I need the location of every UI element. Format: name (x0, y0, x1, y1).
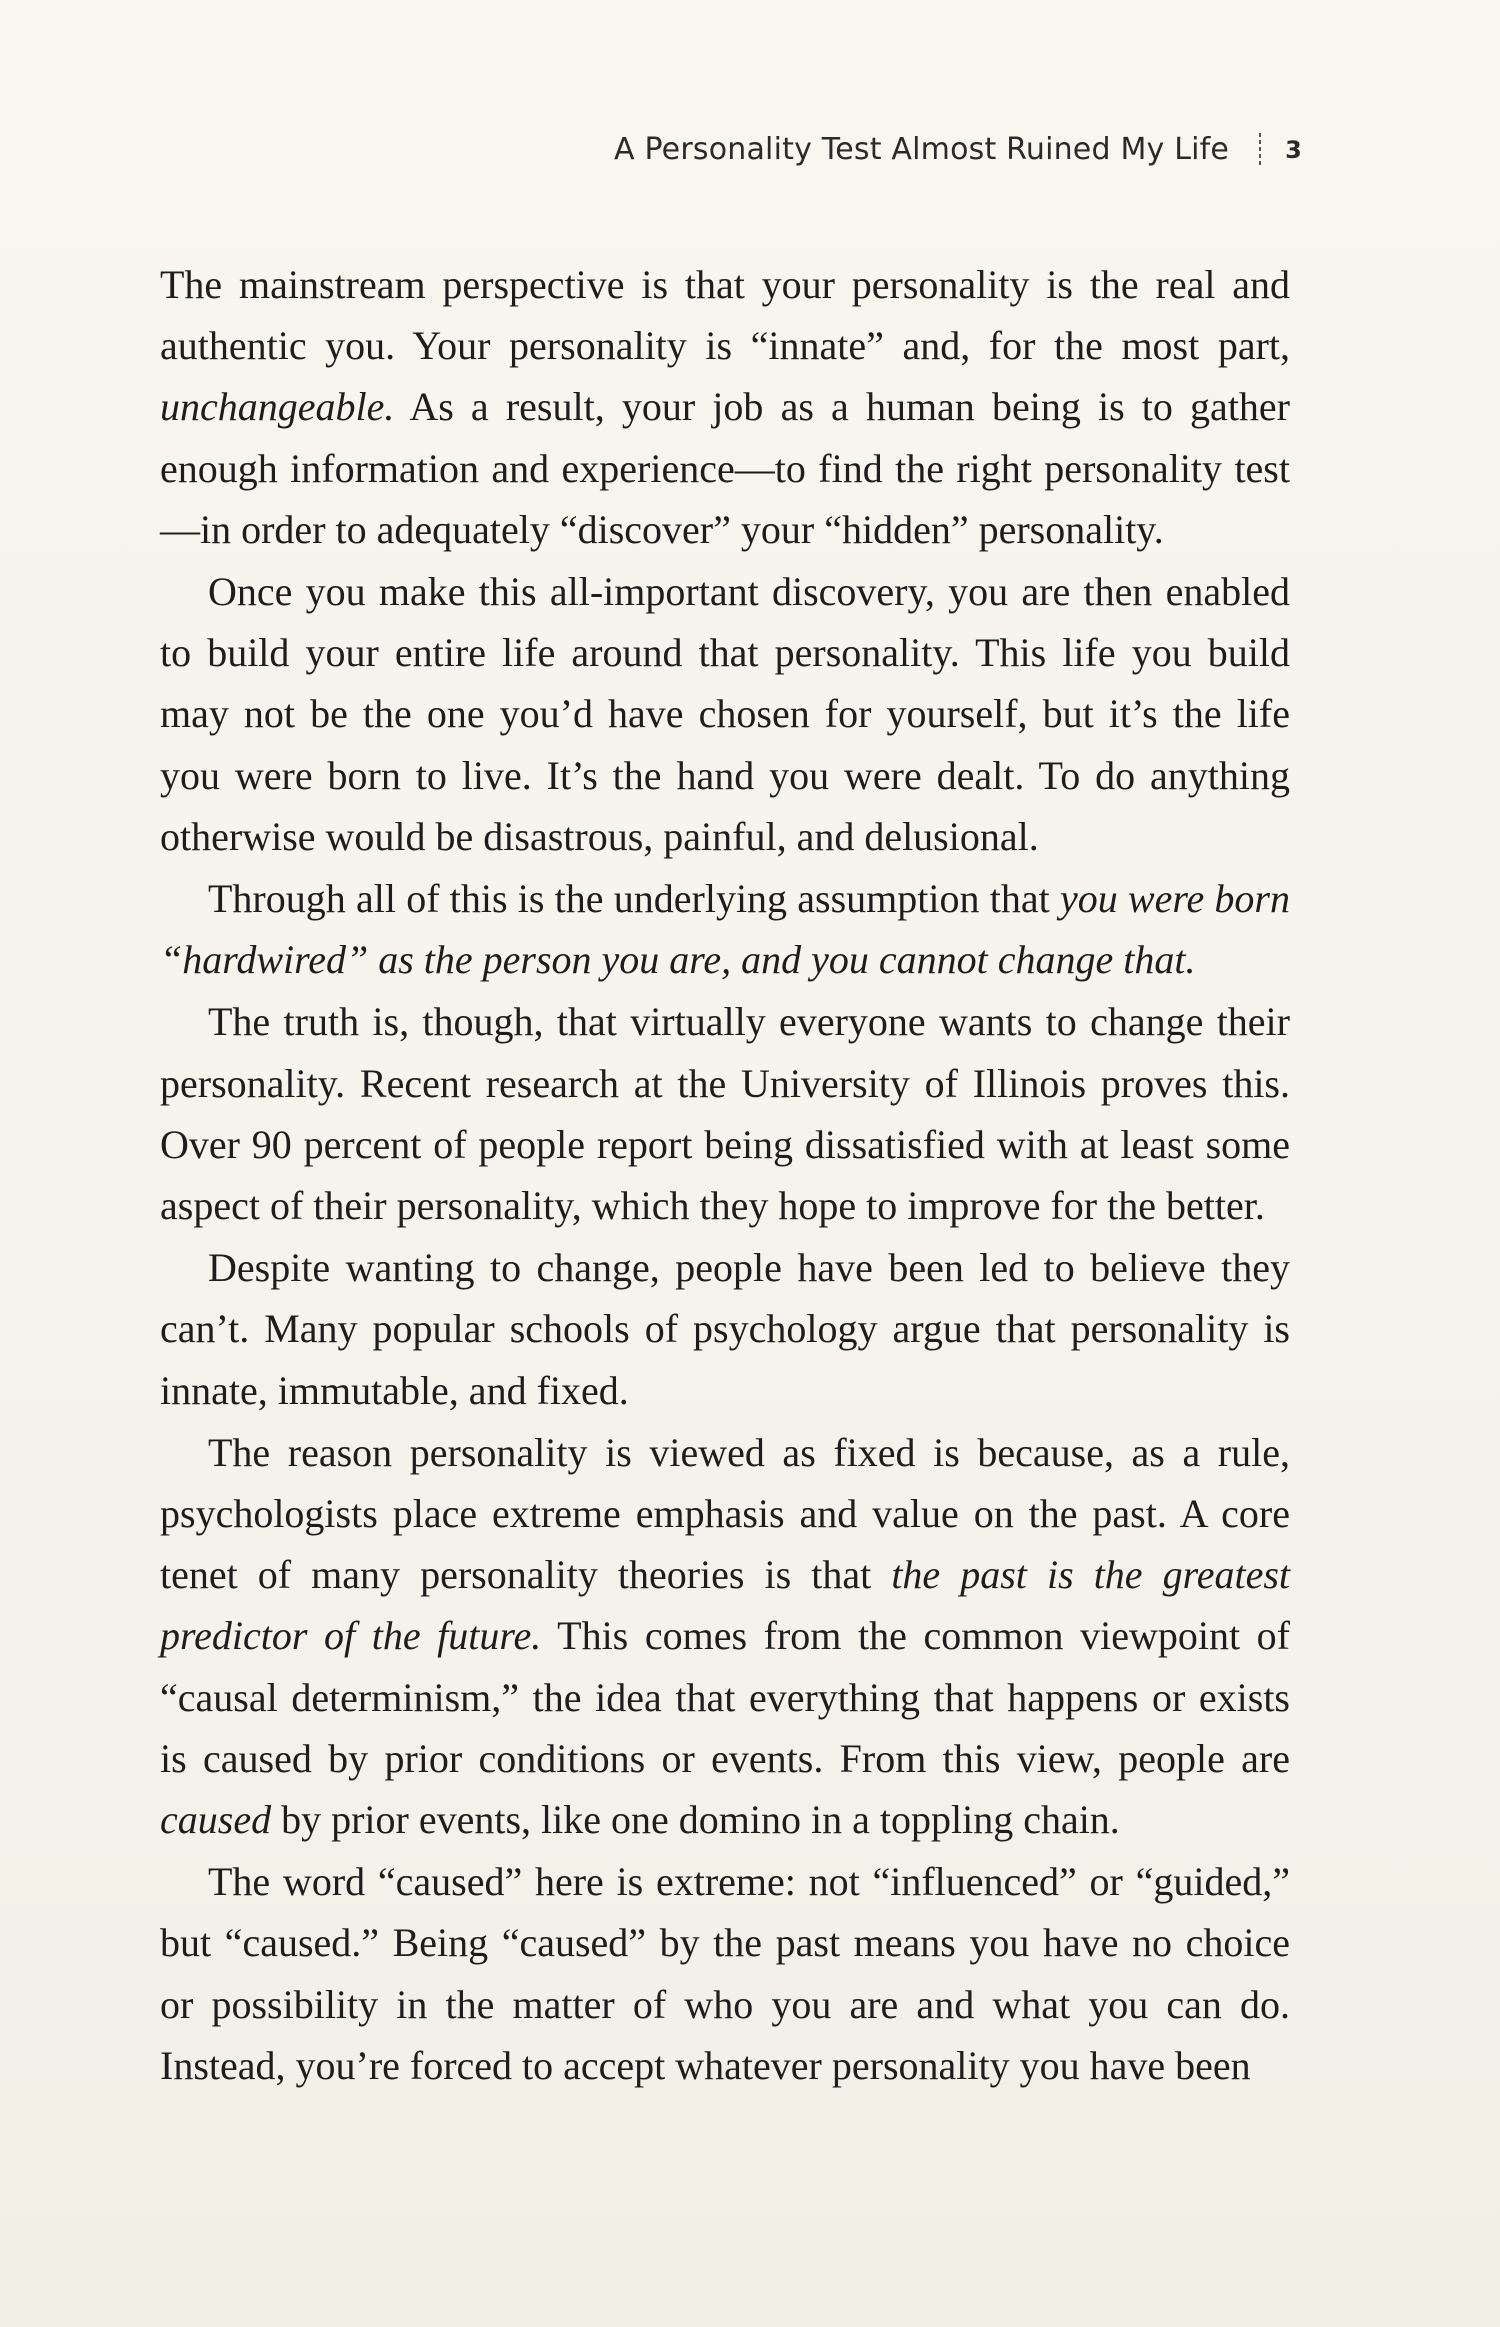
italic-text: you were born “hardwired” as the person you are, and you cannot change that. (160, 876, 1290, 983)
italic-text: caused (160, 1797, 272, 1843)
running-title: A Personality Test Almost Ruined My Life (614, 132, 1230, 167)
paragraph (160, 991, 1290, 1236)
italic-text: the past is the greatest predictor of the future. (160, 1552, 1290, 1659)
paragraph (160, 868, 1290, 990)
body-text (160, 254, 1290, 2097)
paragraph (160, 561, 1290, 867)
text-segment: Through all of this is the underlying assumption that (208, 876, 1060, 922)
paragraph (160, 1237, 1290, 1421)
text-segment: Despite wanting to change, people have been led to believe they can’t. Many popular schools of psychology argue that personality is innate, immutable, and fixed. (160, 1245, 1290, 1413)
text-segment: As a result, your job as a human being is to gather enough information and experience—to find the right personality test—in order to adequately “discover” your “hidden” personality. (160, 384, 1290, 552)
text-segment: The truth is, though, that virtually everyone wants to change their personality. Recent research at the University of Illinois proves this. Over 90 percent of people report being dissatisfied with at least some aspect of their personality, which they hope to improve for the better. (160, 999, 1290, 1229)
page-number: 3 (1285, 135, 1302, 164)
paragraph (160, 1422, 1290, 1850)
text-segment: This comes from the common viewpoint of “causal determinism,” the idea that everything that happens or exists is caused by prior conditions or events. From this view, people are (160, 1613, 1290, 1781)
text-segment: The word “caused” here is extreme: not “influenced” or “guided,” but “caused.” Being “caused” by the past means you have no choice or possibility in the matter of who you are and what you can do. Instead, you’re forced to accept whatever personality you have been (160, 1859, 1290, 2088)
italic-text: unchangeable. (160, 384, 395, 430)
text-segment: The reason personality is viewed as fixed is because, as a rule, psychologists place extreme emphasis and value on the past. A core tenet of many personality theories is that (160, 1429, 1290, 1598)
text-segment: The mainstream perspective is that your personality is the real and authentic you. Your personality is “innate” and, for the most part, (160, 262, 1290, 369)
running-head (614, 132, 1302, 167)
paragraph (160, 254, 1290, 560)
header-divider (1259, 133, 1261, 167)
text-segment: Once you make this all-important discovery, you are then enabled to build your entire life around that personality. This life you build may not be the one you’d have chosen for yourself, but it’s the life you were born to live. It’s the hand you were dealt. To do anything otherwise would be disastrous, painful, and delusional. (160, 569, 1290, 859)
text-segment: by prior events, like one domino in a toppling chain. (271, 1797, 1120, 1843)
paragraph (160, 1851, 1290, 2096)
